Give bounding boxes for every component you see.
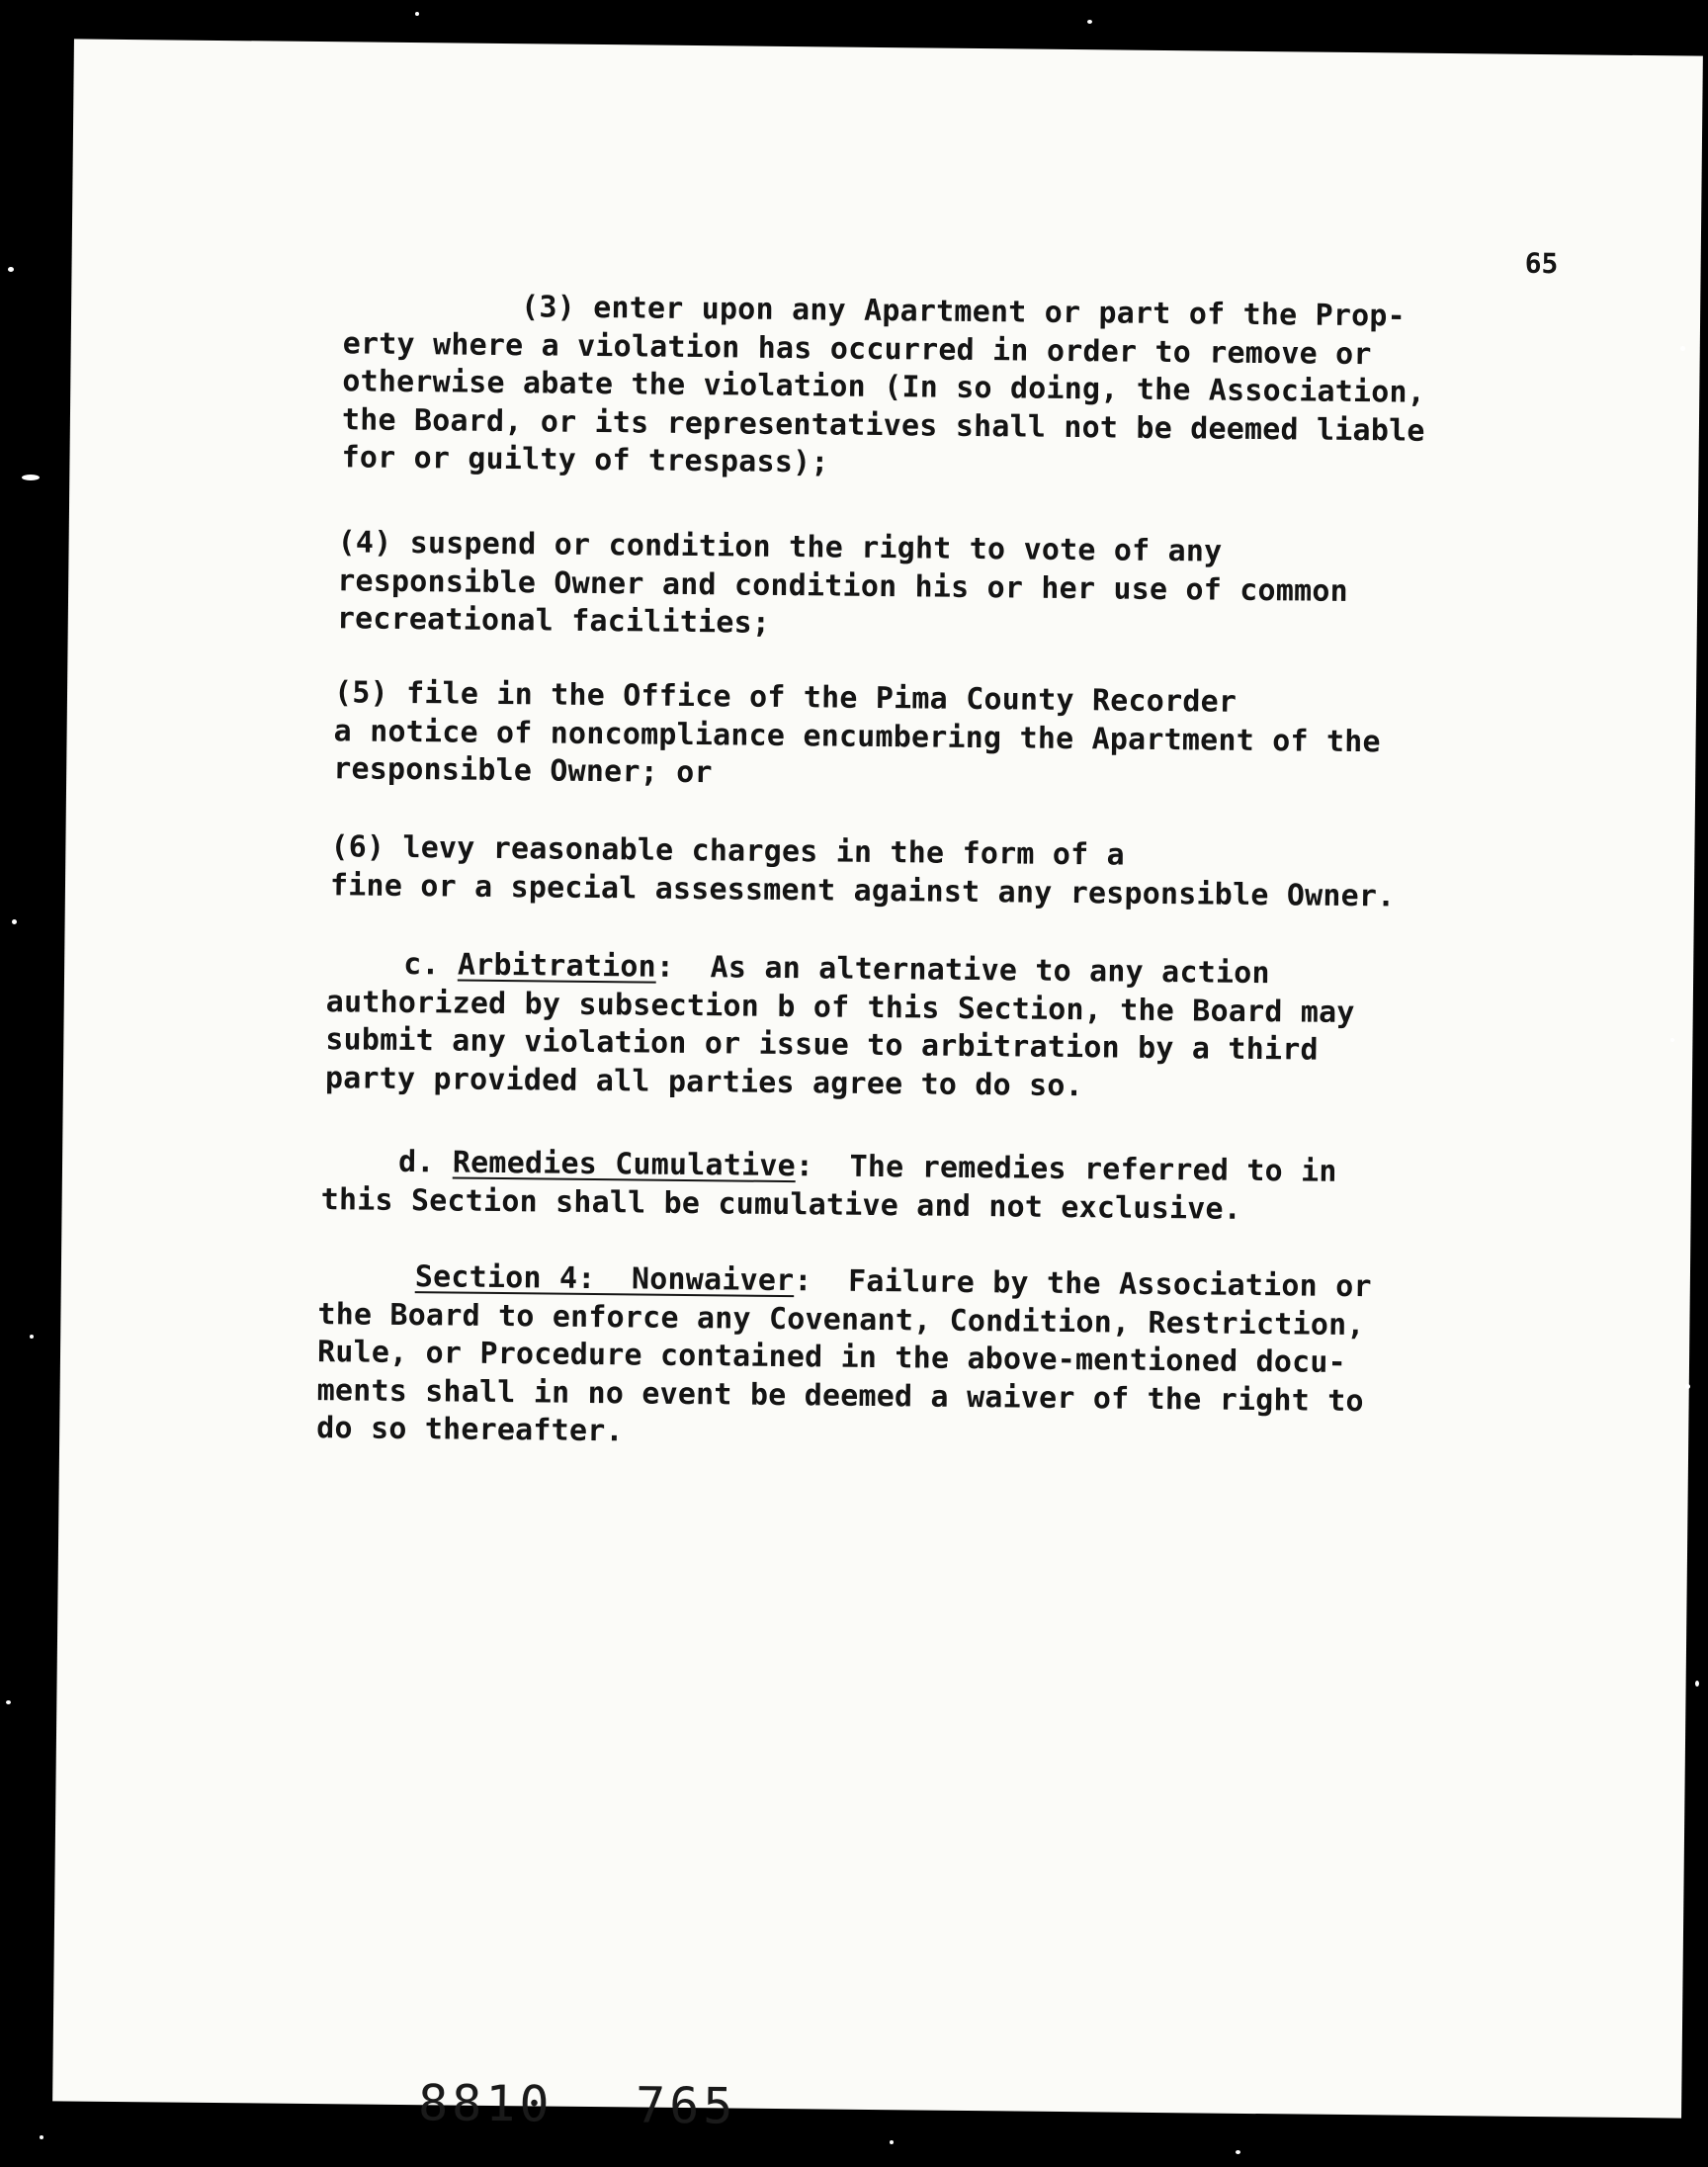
page-number: 65 (1524, 246, 1559, 281)
subsection-c (325, 945, 1355, 1108)
paragraph-3 (341, 287, 1426, 488)
section-4-lead: : Failure by the Association or (794, 1263, 1372, 1305)
section-4-text: the Board to enforce any Covenant, Condition, Restriction, Rule, or Procedure contained in the above-mentioned docu- ments shall in no event be deemed a waiver of the right to do so thereafter. (316, 1296, 1365, 1449)
paragraph-6-text: (6) levy reasonable charges in the form of a fine or a special assessment against any responsible Owner. (329, 829, 1396, 913)
section-4 (316, 1257, 1372, 1459)
paragraph-3-text: (3) enter upon any Apartment or part of the Prop- erty where a violation has occurred in order to remove or otherwise abate the violation (In so doing, the Association, the Board, or its representatives shall not be deemed liable for or guilty of trespass); (341, 290, 1426, 480)
section-4-heading: Section 4: Nonwaiver (414, 1259, 795, 1299)
paragraph-5-text: (5) file in the Office of the Pima County Recorder a notice of noncompliance encumbering the Apartment of the responsible Owner; or (333, 675, 1381, 791)
docket-number: 8810 (417, 2074, 554, 2133)
subsection-d (320, 1143, 1336, 1230)
subsection-c-heading: Arbitration (457, 947, 657, 985)
document-page (52, 39, 1703, 2135)
docket-page-number: 765 (635, 2076, 737, 2135)
subsection-c-text: authorized by subsection b of this Section, the Board may submit any violation or issue to arbitration by a third party provided all parties agree to do so. (324, 984, 1355, 1103)
subsection-d-heading: Remedies Cumulative (452, 1145, 797, 1184)
subsection-c-lead: : As an alternative to any action (655, 949, 1270, 992)
paragraph-6 (330, 828, 1396, 915)
subsection-d-lead: : The remedies referred to in (795, 1149, 1337, 1189)
paragraph-5 (333, 674, 1381, 800)
subsection-c-marker: c. (403, 946, 440, 983)
paragraph-4 (337, 524, 1349, 649)
subsection-d-marker: d. (397, 1144, 435, 1180)
subsection-d-text: this Section shall be cumulative and not exclusive. (320, 1181, 1242, 1227)
paragraph-4-text: (4) suspend or condition the right to vote of any responsible Owner and condition his or her use of common recreational facilities; (336, 525, 1349, 641)
